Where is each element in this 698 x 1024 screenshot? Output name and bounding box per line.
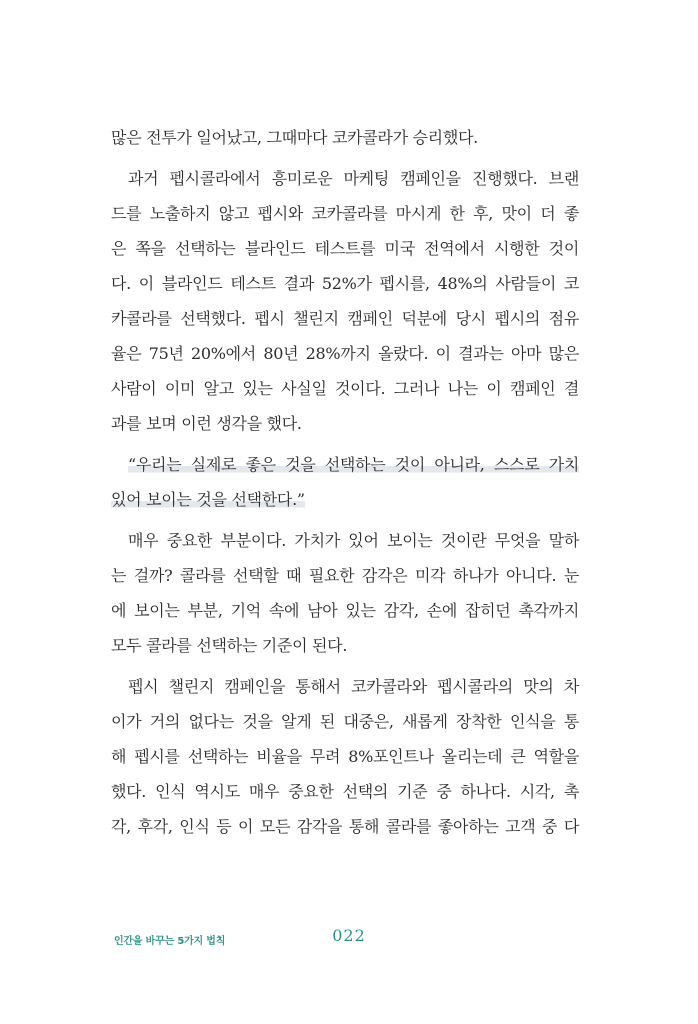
running-footer-title: 인간을 바꾸는 5가지 법칙	[114, 936, 226, 947]
page-number: 022	[332, 926, 366, 945]
text-line: 은 쪽을 선택하는 블라인드 테스트를 미국 전역에서 시행한 것이	[111, 239, 579, 258]
text-line: 카콜라를 선택했다. 펩시 챌린지 캠페인 덕분에 당시 펩시의 점유	[111, 309, 579, 328]
text-line: 각, 후각, 인식 등 이 모든 감각을 통해 콜라를 좋아하는 고객 중 다	[111, 817, 579, 836]
text-line: 에 보이는 부분, 기억 속에 남아 있는 감각, 손에 잡히던 촉각까지	[111, 601, 579, 620]
paragraph-2	[111, 161, 579, 441]
text-line: 율은 75년 20%에서 80년 28%까지 올랐다. 이 결과는 아마 많은	[111, 344, 579, 363]
paragraph-4	[111, 669, 579, 844]
text-line: 많은 전투가 일어났고, 그때마다 코카콜라가 승리했다.	[111, 128, 478, 147]
text-line: 과거 펩시콜라에서 흥미로운 마케팅 캠페인을 진행했다. 브랜	[128, 169, 579, 188]
paragraph-3	[111, 523, 579, 663]
text-line: 해 펩시를 선택하는 비율을 무려 8%포인트나 올리는데 큰 역할을	[111, 747, 579, 766]
quote-text: 있어 보이는 것을 선택한다.”	[111, 490, 305, 509]
text-line: 펩시 챌린지 캠페인을 통해서 코카콜라와 펩시콜라의 맛의 차	[128, 677, 579, 696]
quote-line	[111, 447, 579, 482]
quote-text: “우리는 실제로 좋은 것을 선택하는 것이 아니라, 스스로 가치	[128, 455, 579, 474]
text-line: 는 걸까? 콜라를 선택할 때 필요한 감각은 미각 하나가 아니다. 눈	[111, 566, 579, 585]
quote-line	[111, 482, 579, 517]
text-line: 했다. 인식 역시도 매우 중요한 선택의 기준 중 하나다. 시각, 촉	[111, 782, 579, 801]
text-line: 매우 중요한 부분이다. 가치가 있어 보이는 것이란 무엇을 말하	[128, 531, 579, 550]
text-line: 드를 노출하지 않고 펩시와 코카콜라를 마시게 한 후, 맛이 더 좋	[111, 204, 579, 223]
text-line: 사람이 이미 알고 있는 사실일 것이다. 그러나 나는 이 캠페인 결	[111, 379, 579, 398]
text-line: 과를 보며 이런 생각을 했다.	[111, 414, 302, 433]
text-line: 이가 거의 없다는 것을 알게 된 대중은, 새롭게 장착한 인식을 통	[111, 712, 579, 731]
paragraph-1	[111, 120, 579, 155]
body-text	[111, 120, 579, 844]
text-line: 다. 이 블라인드 테스트 결과 52%가 펩시를, 48%의 사람들이 코	[111, 274, 579, 293]
highlighted-quote	[111, 447, 579, 517]
text-line: 모두 콜라를 선택하는 기준이 된다.	[111, 636, 348, 655]
